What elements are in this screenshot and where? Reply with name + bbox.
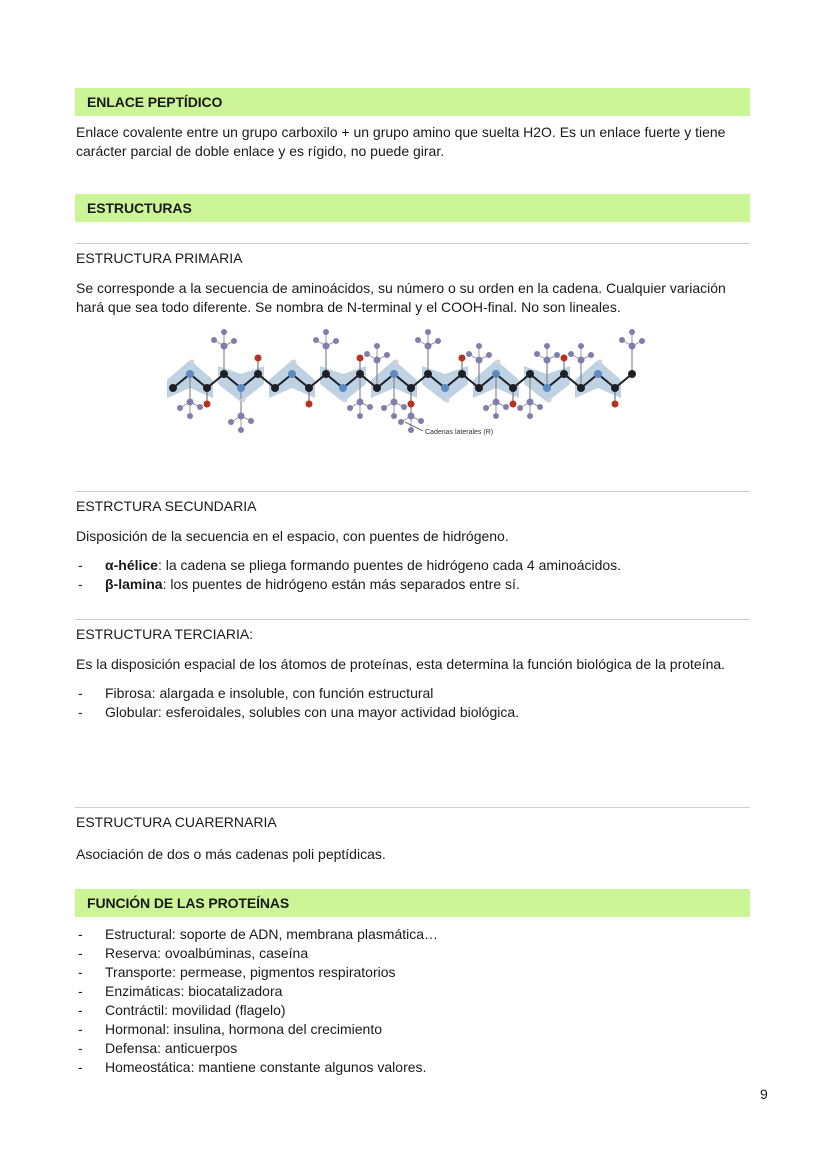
list-item-funcion	[78, 944, 438, 963]
list-item-text: Homeostática: mantiene constante algunos valores.	[105, 1059, 427, 1075]
hydrogen-atom	[394, 360, 399, 365]
side-chain-atom	[483, 405, 489, 411]
oxygen-atom	[510, 401, 517, 408]
side-chain-atom	[313, 337, 319, 343]
side-chain-atom	[177, 405, 183, 411]
carbon-atom	[254, 370, 262, 378]
list-item-funcion	[78, 925, 438, 944]
estructura-secundaria-paragraph: Disposición de la secuencia en el espacio, con puentes de hidrógeno.	[76, 528, 509, 544]
side-chain-atom	[629, 329, 635, 335]
oxygen-atom	[612, 401, 619, 408]
side-chain-atom	[486, 352, 492, 358]
tertiary-structure-list	[78, 684, 519, 722]
side-chain-atom	[435, 338, 441, 344]
subheading-estructura-secundaria: ESTRCTURA SECUNDARIA	[76, 498, 257, 514]
list-dash: -	[78, 983, 83, 999]
list-dash: -	[78, 1021, 83, 1037]
list-item-text: Fibrosa: alargada e insoluble, con función estructural	[105, 685, 434, 701]
estructura-cuaternaria-paragraph: Asociación de dos o más cadenas poli peptídicas.	[76, 846, 386, 862]
section-header-funcion-proteinas: FUNCIÓN DE LAS PROTEÍNAS	[75, 889, 750, 917]
side-chain-atom	[544, 343, 550, 349]
carbon-atom	[628, 370, 636, 378]
carbon-atom	[305, 384, 313, 392]
side-chain-atom	[517, 405, 523, 411]
side-chain-atom	[221, 343, 228, 350]
carbon-atom	[203, 384, 211, 392]
hydrogen-atom	[445, 398, 450, 403]
side-chain-atom	[493, 399, 500, 406]
side-chain-atom	[238, 427, 244, 433]
list-dash: -	[78, 704, 83, 720]
subheading-estructura-terciaria: ESTRUCTURA TERCIARIA:	[76, 626, 254, 642]
beta-lamina-description: : los puentes de hidrógeno están más separados entre sí.	[162, 576, 520, 592]
section-header-enlace-peptidico: ENLACE PEPTÍDICO	[75, 88, 750, 116]
list-item-funcion	[78, 1020, 438, 1039]
side-chain-atom	[408, 413, 415, 420]
side-chain-atom	[418, 418, 424, 424]
oxygen-atom	[408, 401, 415, 408]
section-header-estructuras: ESTRUCTURAS	[75, 194, 750, 222]
side-chain-atom	[357, 413, 363, 419]
side-chain-atom	[374, 357, 381, 364]
hydrogen-atom	[343, 398, 348, 403]
nitrogen-atom	[492, 370, 500, 378]
carbon-atom	[169, 384, 177, 392]
list-item-text: Transporte: permease, pigmentos respiratorios	[105, 964, 396, 980]
subheading-estructura-cuaternaria: ESTRUCTURA CUARERNARIA	[76, 814, 277, 830]
oxygen-atom	[459, 355, 466, 362]
list-item-text: Estructural: soporte de ADN, membrana plasmática…	[105, 926, 439, 942]
nitrogen-atom	[288, 370, 296, 378]
figure-label-cadenas-laterales: Cadenas laterales (R)	[425, 429, 494, 436]
carbon-atom	[577, 384, 585, 392]
side-chain-atom	[391, 413, 397, 419]
side-chain-atom	[476, 343, 482, 349]
divider	[75, 807, 750, 808]
protein-function-list	[78, 925, 438, 1077]
side-chain-atom	[323, 329, 329, 335]
side-chain-atom	[211, 337, 217, 343]
nitrogen-atom	[339, 384, 347, 392]
side-chain-atom	[333, 338, 339, 344]
side-chain-atom	[231, 338, 237, 344]
side-chain-atom	[527, 413, 533, 419]
side-chain-atom	[503, 404, 509, 410]
oxygen-atom	[204, 401, 211, 408]
side-chain-atom	[374, 343, 380, 349]
side-chain-atom	[401, 404, 407, 410]
side-chain-atom	[578, 357, 585, 364]
side-chain-atom	[384, 352, 390, 358]
side-chain-atom	[391, 399, 398, 406]
nitrogen-atom	[441, 384, 449, 392]
list-item-funcion	[78, 982, 438, 1001]
list-dash: -	[78, 685, 83, 701]
side-chain-atom	[408, 427, 414, 433]
alfa-helice-description: : la cadena se pliega formando puentes de hidrógeno cada 4 aminoácidos.	[157, 557, 622, 573]
carbon-atom	[407, 384, 415, 392]
side-chain-atom	[554, 352, 560, 358]
side-chain-atom	[228, 419, 234, 425]
nitrogen-atom	[390, 370, 398, 378]
list-item-alfa-helice	[78, 556, 621, 575]
hydrogen-atom	[190, 360, 195, 365]
peptide-plane	[575, 360, 621, 398]
carbon-atom	[509, 384, 517, 392]
list-item-text: Enzimáticas: biocatalizadora	[105, 983, 283, 999]
side-chain-atom	[639, 338, 645, 344]
hydrogen-atom	[292, 360, 297, 365]
page-number: 9	[760, 1086, 768, 1102]
side-chain-atom	[544, 357, 551, 364]
enlace-peptidico-paragraph: Enlace covalente entre un grupo carboxilo + un grupo amino que suelta H2O. Es un enlace fuerte y tiene carácter parcial de doble enlace y es rígido, no puede girar.	[76, 124, 726, 159]
divider	[75, 243, 750, 244]
nitrogen-atom	[237, 384, 245, 392]
list-dash: -	[78, 964, 83, 980]
term-beta-lamina: β-lamina	[105, 576, 163, 592]
list-item-beta-lamina	[78, 575, 621, 594]
carbon-atom	[373, 384, 381, 392]
side-chain-atom	[238, 413, 245, 420]
oxygen-atom	[306, 401, 313, 408]
hydrogen-atom	[547, 398, 552, 403]
list-item-globular	[78, 703, 519, 722]
list-item-funcion	[78, 1058, 438, 1077]
side-chain-atom	[398, 419, 404, 425]
side-chain-atom	[425, 343, 432, 350]
list-dash: -	[78, 576, 83, 592]
estructura-terciaria-paragraph: Es la disposición espacial de los átomos de proteínas, esta determina la función biológica de la proteína.	[76, 656, 726, 672]
polypeptide-chain-illustration	[165, 326, 655, 446]
side-chain-atom	[197, 404, 203, 410]
carbon-atom	[475, 384, 483, 392]
side-chain-atom	[493, 413, 499, 419]
hydrogen-atom	[241, 398, 246, 403]
secondary-structure-list	[78, 556, 621, 594]
side-chain-atom	[381, 405, 387, 411]
side-chain-atom	[367, 404, 373, 410]
estructura-primaria-paragraph: Se corresponde a la secuencia de aminoácidos, su número o su orden en la cadena. Cualquier variación hará que sea todo diferente. Se nombra de N-terminal y el COOH-final. No son lineales.	[76, 280, 726, 315]
list-item-funcion	[78, 1039, 438, 1058]
oxygen-atom	[357, 355, 364, 362]
list-dash: -	[78, 557, 83, 573]
nitrogen-atom	[186, 370, 194, 378]
carbon-atom	[458, 370, 466, 378]
carbon-atom	[560, 370, 568, 378]
side-chain-atom	[425, 329, 431, 335]
subheading-estructura-primaria: ESTRUCTURA PRIMARIA	[76, 250, 243, 266]
divider	[75, 491, 750, 492]
list-item-text: Defensa: anticuerpos	[105, 1040, 238, 1056]
hydrogen-atom	[496, 360, 501, 365]
list-dash: -	[78, 1002, 83, 1018]
list-item-fibrosa	[78, 684, 519, 703]
side-chain-atom	[364, 351, 370, 357]
side-chain-atom	[357, 399, 364, 406]
side-chain-atom	[578, 343, 584, 349]
list-dash: -	[78, 926, 83, 942]
side-chain-atom	[323, 343, 330, 350]
side-chain-atom	[588, 352, 594, 358]
side-chain-atom	[466, 351, 472, 357]
list-item-text: Hormonal: insulina, hormona del crecimiento	[105, 1021, 383, 1037]
side-chain-atom	[629, 343, 636, 350]
term-alfa-helice: α-hélice	[105, 557, 158, 573]
side-chain-atom	[187, 399, 194, 406]
carbon-atom	[220, 370, 228, 378]
list-dash: -	[78, 945, 83, 961]
divider	[75, 619, 750, 620]
nitrogen-atom	[594, 370, 602, 378]
peptide-plane	[269, 360, 315, 398]
polypeptide-chain-figure	[165, 326, 655, 446]
hydrogen-atom	[598, 360, 603, 365]
side-chain-atom	[221, 329, 227, 335]
side-chain-atom	[537, 404, 543, 410]
nitrogen-atom	[543, 384, 551, 392]
carbon-atom	[271, 384, 279, 392]
carbon-atom	[611, 384, 619, 392]
side-chain-atom	[568, 351, 574, 357]
carbon-atom	[526, 370, 534, 378]
list-dash: -	[78, 1040, 83, 1056]
list-item-funcion	[78, 963, 438, 982]
carbon-atom	[424, 370, 432, 378]
side-chain-atom	[476, 357, 483, 364]
side-chain-atom	[248, 418, 254, 424]
side-chain-atom	[619, 337, 625, 343]
oxygen-atom	[255, 355, 262, 362]
carbon-atom	[356, 370, 364, 378]
side-chain-atom	[187, 413, 193, 419]
list-item-funcion	[78, 1001, 438, 1020]
side-chain-atom	[347, 405, 353, 411]
list-item-text: Contráctil: movilidad (flagelo)	[105, 1002, 286, 1018]
carbon-atom	[322, 370, 330, 378]
side-chain-atom	[527, 399, 534, 406]
list-dash: -	[78, 1059, 83, 1075]
list-item-text: Reserva: ovoalbúminas, caseína	[105, 945, 309, 961]
list-item-text: Globular: esferoidales, solubles con una mayor actividad biológica.	[105, 704, 520, 720]
side-chain-atom	[534, 351, 540, 357]
oxygen-atom	[561, 355, 568, 362]
side-chain-atom	[415, 337, 421, 343]
